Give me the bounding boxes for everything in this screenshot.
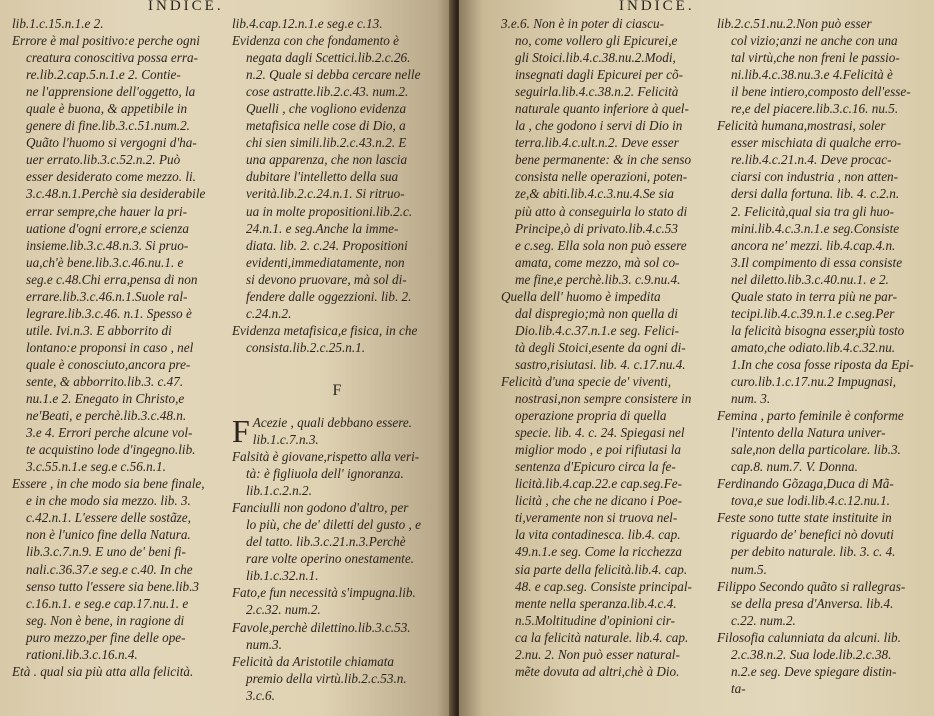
index-line: c.24.n.2.	[246, 305, 292, 321]
index-line: 1.In che cosa fosse riposta da Epi-	[731, 356, 914, 372]
index-line: consista.lib.2.c.25.n.1.	[246, 339, 366, 355]
index-line: Felicità humana,mostrasi, soler	[717, 118, 886, 134]
index-line: riguardo de' benefici nò dovuti	[731, 527, 894, 543]
index-line: sia parte della felicità.lib.4. cap.	[515, 561, 688, 577]
index-line: e in che modo sia mezzo. lib. 3.	[26, 493, 191, 509]
index-line: n.5.Moltitudine d'opinioni cir-	[515, 612, 676, 628]
index-line: seg. Non è bene, in ragione di	[26, 612, 185, 628]
index-line: tà: è figliuola dell' ignoranza.	[246, 466, 404, 482]
index-line: l'intento della Natura univer-	[731, 425, 886, 441]
index-line: nostrasi,non sempre consistere in	[515, 391, 692, 407]
index-line: premio della virtù.lib.2.c.53.n.	[246, 670, 407, 686]
index-line: errar sempre,che hauer la pri-	[26, 203, 188, 219]
index-line: mini.lib.4.c.3.n.1.e seg.Consiste	[731, 220, 900, 236]
index-line: amato,che odiato.lib.4.c.32.nu.	[731, 339, 896, 355]
index-line: ancora ne' mezzi. lib.4.cap.4.n.	[731, 237, 896, 253]
index-line: gli Stoici.lib.4.c.38.nu.2.Modi,	[515, 50, 676, 66]
index-line: Quãto l'huomo si vergogni d'ha-	[26, 135, 197, 151]
index-line: naturale quanto inferiore à quel-	[515, 101, 689, 117]
index-line: errare.lib.3.c.46.n.1.Suole ral-	[26, 288, 188, 304]
index-line: utile. Ivi.n.3. E abborrito di	[26, 322, 172, 338]
index-line: 2. Felicità,qual sia tra gli huo-	[731, 203, 895, 219]
index-line: lib.3.c.7.n.9. E uno de' beni fi-	[26, 544, 186, 560]
index-line: la , che godono i servi di Dio in	[515, 118, 683, 134]
index-line: 2.c.38.n.2. Sua lode.lib.2.c.38.	[731, 646, 892, 662]
index-line: licità , che che ne dicano i Poe-	[515, 493, 682, 509]
index-line: evidenti,immediatamente, non	[246, 254, 405, 270]
index-line: c.42.n.1. L'essere delle sostãze,	[26, 510, 191, 526]
index-line: rare volte operino onestamente.	[246, 551, 414, 567]
index-line: me fine,e perchè.lib.3. c.9.nu.4.	[515, 271, 681, 287]
index-line: Ferdinando Gõzaga,Duca di Mã-	[717, 476, 894, 492]
index-line: lib.2.c.51.nu.2.Non può esser	[717, 16, 872, 31]
f-section-entries	[232, 414, 442, 704]
index-line: genere di fine.lib.3.c.51.num.2.	[26, 118, 190, 134]
index-line: te acquistino lode d'ingegno.lib.	[26, 442, 196, 458]
index-line: ca la felicità naturale. lib.4. cap.	[515, 629, 689, 645]
index-line: re.lib.2.cap.5.n.1.e 2. Contie-	[26, 67, 181, 83]
index-line: lib.1.c.15.n.1.e 2.	[12, 16, 104, 31]
index-line: verità.lib.2.c.24.n.1. Si ritruo-	[246, 186, 405, 202]
index-line: puro mezzo,per fine delle ope-	[26, 629, 186, 645]
index-line: n.2.e seg. Deve spiegare distin-	[731, 663, 897, 679]
index-line: non è l'unico fine della Natura.	[26, 527, 191, 543]
index-line: legrare.lib.3.c.46. n.1. Spesso è	[26, 305, 192, 321]
index-line: c.16.n.1. e seg.e cap.17.nu.1. e	[26, 595, 189, 611]
left-page	[0, 0, 455, 716]
index-line: quale è conosciuto,ancora pre-	[26, 356, 191, 372]
index-line: dubitare l'intelletto della sua	[246, 169, 399, 185]
index-line: creatura conoscitiva possa erra-	[26, 50, 199, 66]
index-line: ua,ch'è bene.lib.3.c.46.nu.1. e	[26, 254, 184, 270]
index-line: insegnati dagli Epicurei per cõ-	[515, 67, 683, 83]
evidenza-entries	[232, 15, 442, 356]
index-line: ta-	[731, 680, 746, 696]
index-line: licità.lib.4.cap.22.e cap.seg.Fe-	[515, 476, 682, 492]
index-line: Felicità d'una specie de' viventi,	[501, 373, 672, 389]
index-line: sente, & abborrito.lib.3. c.47.	[26, 373, 184, 389]
index-line: Femina , parto feminile è conforme	[717, 408, 904, 424]
index-line: Errore è mal positivo:e perche ogni	[12, 33, 200, 49]
index-line: Evidenza metafisica,e fisica, in che	[232, 322, 418, 338]
index-line: terra.lib.4.c.ult.n.2. Deve esser	[515, 135, 679, 151]
index-line: cap.8. num.7. V. Donna.	[731, 459, 858, 475]
index-line: Filippo Secondo quãto si rallegras-	[717, 578, 906, 594]
index-line: Essere , in che modo sia bene finale,	[12, 476, 205, 492]
index-line: tal virtù,che non freni le passio-	[731, 50, 900, 66]
index-line: il bene intiero,composto dell'esse-	[731, 84, 911, 100]
index-line: Felicità da Aristotile chiamata	[232, 653, 395, 669]
index-line: si devono pruovare, mà sol di-	[246, 271, 407, 287]
index-line: 48. e cap.seg. Consiste principal-	[515, 578, 692, 594]
index-line: rationi.lib.3.c.16.n.4.	[26, 646, 138, 662]
index-line: miglior modo , e poi rifiutasi la	[515, 442, 681, 458]
index-line: Fanciulli non godono d'altro, per	[232, 500, 409, 516]
index-line: uatione d'ogni errore,e scienza	[26, 220, 189, 236]
index-line: n.2. Quale si debba cercare nelle	[246, 67, 421, 83]
index-line: 24.n.1. e seg.Anche la imme-	[246, 220, 399, 236]
index-line: lo più, che de' diletti del gusto , e	[246, 517, 421, 533]
index-line: sentenza d'Epicuro circa la fe-	[515, 459, 676, 475]
index-line: Falsità è giovane,rispetto alla veri-	[232, 449, 420, 465]
index-line: Quale stato in terra più ne par-	[731, 288, 898, 304]
right-index-column-2	[717, 15, 929, 697]
index-line: lib.1.c.7.n.3.	[252, 431, 319, 447]
index-line: seguirla.lib.4.c.38.n.2. Felicità	[515, 84, 679, 100]
index-line: Feste sono tutte state instituite in	[717, 510, 892, 526]
index-line: Quella dell' huomo è impedita	[501, 288, 661, 304]
index-line: num.3.	[246, 636, 282, 652]
index-line: senso tutto l'essere sia bene.lib.3	[26, 578, 200, 594]
index-line: una apparenza, che non lascia	[246, 152, 408, 168]
index-line: lib.1.c.2.n.2.	[246, 483, 312, 499]
index-line: 2.nu. 2. Non può esser natural-	[515, 646, 680, 662]
index-line: 2.c.32. num.2.	[246, 602, 321, 618]
index-line: tova,e sue lodi.lib.4.c.12.nu.1.	[731, 493, 890, 509]
index-line: insieme.lib.3.c.48.n.3. Si pruo-	[26, 237, 189, 253]
index-line: uer errato.lib.3.c.52.n.2. Può	[26, 152, 181, 168]
index-line: 3.c.55.n.1.e seg.e c.56.n.1.	[26, 459, 166, 475]
index-line: ciarsi con industria , non atten-	[731, 169, 899, 185]
index-line: esser mischiata di qualche erro-	[731, 135, 902, 151]
index-line: Principe,ò di privato.lib.4.c.53	[515, 220, 678, 236]
index-line: re.lib.4.c.21.n.4. Deve procac-	[731, 152, 892, 168]
index-line: ne l'apprensione dell'oggetto, la	[26, 84, 196, 100]
index-line: 3.c.6.	[246, 687, 275, 703]
index-line: re,e del piacere.lib.3.c.16. nu.5.	[731, 101, 899, 117]
index-line: 3.c.48.n.1.Perchè sia desiderabile	[26, 186, 206, 202]
index-line: nu.1.e 2. Enegato in Christo,e	[26, 391, 185, 407]
index-line: ne'Beati, e perchè.lib.3.c.48.n.	[26, 408, 187, 424]
index-line: mente nella speranza.lib.4.c.4.	[515, 595, 677, 611]
left-index-column-1	[12, 15, 222, 680]
index-line: mẽte dovuta ad altri,chè à Dio.	[515, 663, 680, 679]
index-line: dal dispregio;mà non quella di	[515, 305, 678, 321]
drop-cap-letter: F	[232, 412, 250, 449]
index-line: fendere dalle oggezzioni. lib. 2.	[246, 288, 412, 304]
index-line: tà degli Stoici,esente da ogni di-	[515, 339, 686, 355]
index-line: Quelli , che vogliono evidenza	[246, 101, 407, 117]
section-letter-f: F	[332, 381, 342, 399]
index-line: sale,non della particolare. lib.3.	[731, 442, 901, 458]
index-line: del tatto. lib.3.c.21.n.3.Perchè	[246, 534, 406, 550]
index-line: Età . qual sia più atta alla felicità.	[12, 663, 194, 679]
index-line: nali.c.36.37.e seg.e c.40. In che	[26, 561, 193, 577]
index-line: se della presa d'Anversa. lib.4.	[731, 595, 894, 611]
right-page	[459, 0, 934, 716]
index-line: quale è buona, & appetibile in	[26, 101, 188, 117]
right-index-column-1	[501, 15, 716, 680]
right-page-header: INDICE.	[619, 0, 695, 14]
index-line: cose astratte.lib.2.c.43. num.2.	[246, 84, 409, 100]
index-line: bene permanente: & in che senso	[515, 152, 692, 168]
index-line: metafisica nelle cose di Dio, a	[246, 118, 406, 134]
index-line: Favole,perchè dilettino.lib.3.c.53.	[232, 619, 411, 635]
left-index-column-2	[232, 15, 442, 704]
index-line: Dio.lib.4.c.37.n.1.e seg. Felici-	[515, 322, 680, 338]
index-line: lib.1.c.32.n.1.	[246, 568, 319, 584]
index-line: e c.seg. Ella sola non può essere	[515, 237, 687, 253]
index-line: amata, come mezzo, mà sol co-	[515, 254, 680, 270]
index-line: nel diletto.lib.3.c.40.nu.1. e 2.	[731, 271, 889, 287]
index-line: 3.e.6. Non è in poter di ciascu-	[501, 16, 664, 31]
index-line: num.5.	[731, 561, 767, 577]
index-line: più atto à conseguirla lo stato di	[515, 203, 688, 219]
index-line: ti,veramente non si truova nel-	[515, 510, 678, 526]
index-line: ze,& abiti.lib.4.c.3.nu.4.Se sia	[515, 186, 674, 202]
index-line: operazione propria di quella	[515, 408, 667, 424]
index-line: negata dagli Scettici.lib.2.c.26.	[246, 50, 411, 66]
index-line: Fato,e fun necessità s'impugna.lib.	[232, 585, 416, 601]
index-line: Filosofia calunniata da alcuni. lib.	[717, 629, 901, 645]
index-line: specie. lib. 4. c. 24. Spiegasi nel	[515, 425, 685, 441]
index-line: sastro,risiutasi. lib. 4. c.17.nu.4.	[515, 356, 686, 372]
index-line: esser desiderato come mezzo. li.	[26, 169, 196, 185]
index-line: consista nelle operazioni, poten-	[515, 169, 688, 185]
index-line: lib.4.cap.12.n.1.e seg.e c.13.	[232, 16, 383, 31]
index-line: chi sien simili.lib.2.c.43.n.2. E	[246, 135, 407, 151]
index-line: Acezie , quali debbano essere.	[252, 414, 412, 430]
index-line: 49.n.1.e seg. Come la ricchezza	[515, 544, 683, 560]
index-line: num. 3.	[731, 391, 771, 407]
index-line: ua in molte propositioni.lib.2.c.	[246, 203, 413, 219]
index-line: curo.lib.1.c.17.nu.2 Impugnasi,	[731, 373, 897, 389]
index-line: 3.e 4. Errori perche alcune vol-	[26, 425, 193, 441]
index-line: lontano:e proponsi in caso , nel	[26, 339, 194, 355]
index-line: c.22. num.2.	[731, 612, 796, 628]
index-line: Evidenza con che fondamento è	[232, 33, 399, 49]
index-line: diata. lib. 2. c.24. Propositioni	[246, 237, 408, 253]
index-line: ni.lib.4.c.38.nu.3.e 4.Felicità è	[731, 67, 893, 83]
index-line: tecipi.lib.4.c.39.n.1.e c.seg.Per	[731, 305, 895, 321]
left-page-header: INDICE.	[148, 0, 224, 14]
index-line: 3.Il compimento di essa consiste	[731, 254, 903, 270]
index-line: no, come vollero gli Epicurei,e	[515, 33, 678, 49]
index-line: col vizio;anzi ne anche con una	[731, 33, 898, 49]
index-line: per debito naturale. lib. 3. c. 4.	[731, 544, 896, 560]
index-line: la felicità bisogna esser,più tosto	[731, 322, 905, 338]
index-line: dersi dalla fortuna. lib. 4. c.2.n.	[731, 186, 900, 202]
index-line: la vita contadinesca. lib.4. cap.	[515, 527, 681, 543]
index-line: seg.e c.48.Chi erra,pensa di non	[26, 271, 198, 287]
